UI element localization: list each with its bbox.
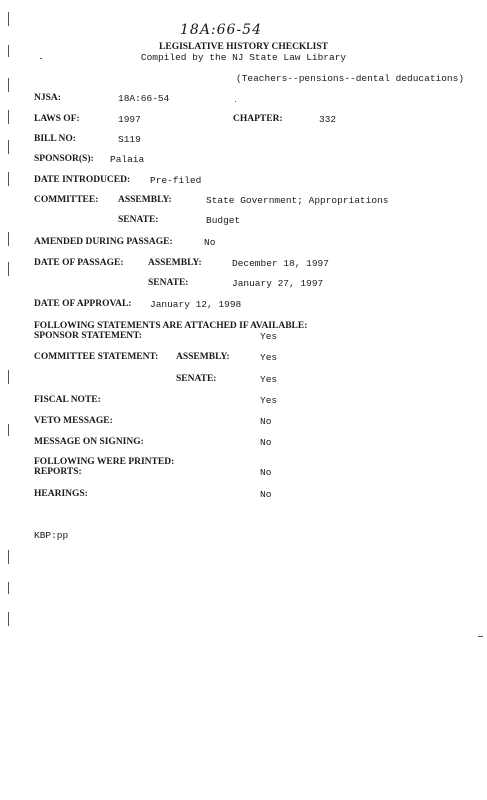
passage-senate-value: January 27, 1997 (232, 278, 324, 289)
scan-mark (8, 232, 9, 246)
scan-mark (8, 140, 9, 154)
initials: KBP:pp (34, 530, 69, 541)
njsa-value: 18A:66-54 (118, 93, 170, 104)
signing-message-label: MESSAGE ON SIGNING: (34, 437, 144, 447)
sponsor-statement-value: Yes (260, 331, 278, 342)
committee-statement-label: COMMITTEE STATEMENT: (34, 352, 159, 362)
hearings-value: No (260, 489, 272, 500)
approval-value: January 12, 1998 (150, 299, 242, 310)
scan-mark (8, 582, 9, 594)
fiscal-note-value: Yes (260, 395, 278, 406)
chapter-value: 332 (319, 114, 337, 125)
handwritten-reference: 18A:66-54 (180, 22, 263, 38)
hearings-label: HEARINGS: (34, 489, 88, 499)
signing-message-value: No (260, 437, 272, 448)
passage-label: DATE OF PASSAGE: (34, 258, 124, 268)
reports-label: REPORTS: (34, 467, 82, 477)
scan-mark (8, 110, 9, 124)
passage-assembly-value: December 18, 1997 (232, 258, 329, 269)
veto-message-value: No (260, 416, 272, 427)
sponsor-value: Palaia (110, 154, 145, 165)
intro-label: DATE INTRODUCED: (34, 175, 131, 185)
veto-message-label: VETO MESSAGE: (34, 416, 113, 426)
topic-line: (Teachers--pensions--dental deducations) (236, 73, 465, 84)
committee-statement-assembly-label: ASSEMBLY: (176, 352, 230, 362)
scan-mark (8, 424, 9, 436)
chapter-label: CHAPTER: (233, 114, 283, 124)
printed-heading: FOLLOWING WERE PRINTED: (34, 457, 175, 467)
passage-senate-label: SENATE: (148, 278, 189, 288)
scan-mark (8, 370, 9, 384)
page-title: LEGISLATIVE HISTORY CHECKLIST (159, 42, 328, 52)
scan-speck (235, 101, 236, 102)
committee-statement-senate-value: Yes (260, 374, 278, 385)
amended-label: AMENDED DURING PASSAGE: (34, 237, 173, 247)
bill-value: S119 (118, 134, 141, 145)
committee-statement-senate-label: SENATE: (176, 374, 217, 384)
laws-label: LAWS OF: (34, 114, 80, 124)
sponsor-statement-label: SPONSOR STATEMENT: (34, 331, 142, 341)
fiscal-note-label: FISCAL NOTE: (34, 395, 101, 405)
njsa-label: NJSA: (34, 93, 61, 103)
amended-value: No (204, 237, 216, 248)
approval-label: DATE OF APPROVAL: (34, 299, 132, 309)
reports-value: No (260, 467, 272, 478)
committee-label: COMMITTEE: (34, 195, 99, 205)
committee-assembly-label: ASSEMBLY: (118, 195, 172, 205)
committee-assembly-value: State Government; Appropriations (206, 195, 389, 206)
scan-mark (478, 636, 483, 637)
sponsor-label: SPONSOR(S): (34, 154, 94, 164)
committee-senate-label: SENATE: (118, 215, 159, 225)
scan-mark (8, 550, 9, 564)
passage-assembly-label: ASSEMBLY: (148, 258, 202, 268)
intro-value: Pre-filed (150, 175, 202, 186)
scan-mark (8, 262, 9, 276)
page-subtitle: Compiled by the NJ State Law Library (140, 52, 347, 63)
scan-mark (8, 12, 9, 26)
scan-mark (8, 78, 9, 92)
scan-mark (8, 172, 9, 186)
committee-senate-value: Budget (206, 215, 241, 226)
laws-value: 1997 (118, 114, 141, 125)
committee-statement-assembly-value: Yes (260, 352, 278, 363)
bill-label: BILL NO: (34, 134, 76, 144)
statements-heading: FOLLOWING STATEMENTS ARE ATTACHED IF AVAILABLE: (34, 321, 308, 331)
scan-mark (8, 612, 9, 626)
